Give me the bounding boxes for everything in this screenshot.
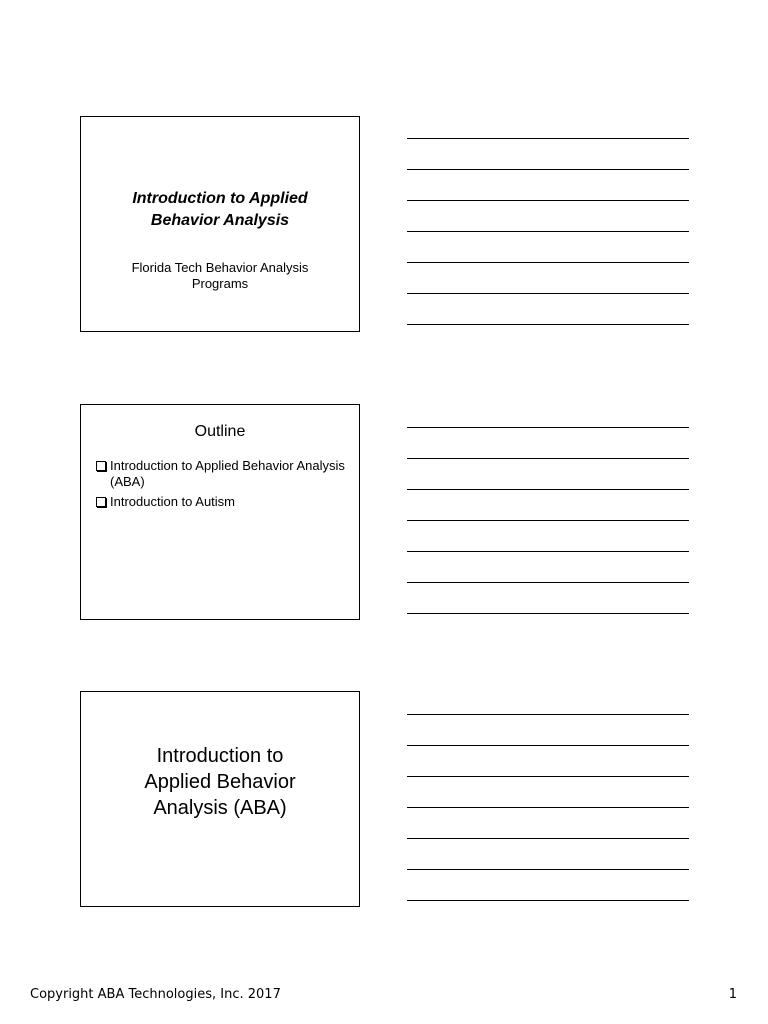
outline-item bbox=[96, 494, 347, 510]
note-line bbox=[407, 489, 689, 490]
note-line bbox=[407, 776, 689, 777]
note-line bbox=[407, 869, 689, 870]
outline-item-text: Introduction to Autism bbox=[110, 494, 236, 509]
note-line bbox=[407, 231, 689, 232]
note-line bbox=[407, 745, 689, 746]
notes-lines-slide-2 bbox=[407, 426, 689, 616]
checkbox-square-icon bbox=[96, 461, 106, 471]
notes-lines-slide-1 bbox=[407, 137, 689, 327]
note-line bbox=[407, 427, 689, 428]
slide-1-title-line-2: Behavior Analysis bbox=[150, 212, 290, 229]
note-line bbox=[407, 551, 689, 552]
note-line bbox=[407, 324, 689, 325]
slide-3-title-line-2: Applied Behavior bbox=[144, 771, 296, 793]
slide-3-title bbox=[81, 743, 359, 821]
slide-1-subtitle bbox=[81, 260, 359, 292]
outline-item-text: Introduction to Applied Behavior Analysis (ABA) bbox=[110, 458, 345, 489]
note-line bbox=[407, 458, 689, 459]
slide-2 bbox=[80, 404, 360, 620]
note-line bbox=[407, 838, 689, 839]
note-line bbox=[407, 613, 689, 614]
note-line bbox=[407, 714, 689, 715]
slide-1-title-line-1: Introduction to Applied bbox=[132, 190, 308, 207]
slide-3 bbox=[80, 691, 360, 907]
slide-2-title: Outline bbox=[194, 423, 246, 440]
note-line bbox=[407, 900, 689, 901]
slide-1-title bbox=[81, 188, 359, 232]
outline-item bbox=[96, 458, 347, 490]
note-line bbox=[407, 807, 689, 808]
note-line bbox=[407, 293, 689, 294]
copyright-footer: Copyright ABA Technologies, Inc. 2017 bbox=[30, 987, 281, 1002]
note-line bbox=[407, 520, 689, 521]
slide-1 bbox=[80, 116, 360, 332]
page-number: 1 bbox=[728, 987, 737, 1002]
slide-3-title-line-3: Analysis (ABA) bbox=[153, 797, 287, 819]
note-line bbox=[407, 200, 689, 201]
note-line bbox=[407, 582, 689, 583]
slide-1-subtitle-line-2: Programs bbox=[191, 276, 249, 291]
note-line bbox=[407, 138, 689, 139]
outline-list bbox=[96, 458, 347, 514]
checkbox-square-icon bbox=[96, 497, 106, 507]
note-line bbox=[407, 169, 689, 170]
slide-3-title-line-1: Introduction to bbox=[156, 745, 284, 767]
note-line bbox=[407, 262, 689, 263]
notes-lines-slide-3 bbox=[407, 713, 689, 903]
slide-1-subtitle-line-1: Florida Tech Behavior Analysis bbox=[131, 260, 309, 275]
